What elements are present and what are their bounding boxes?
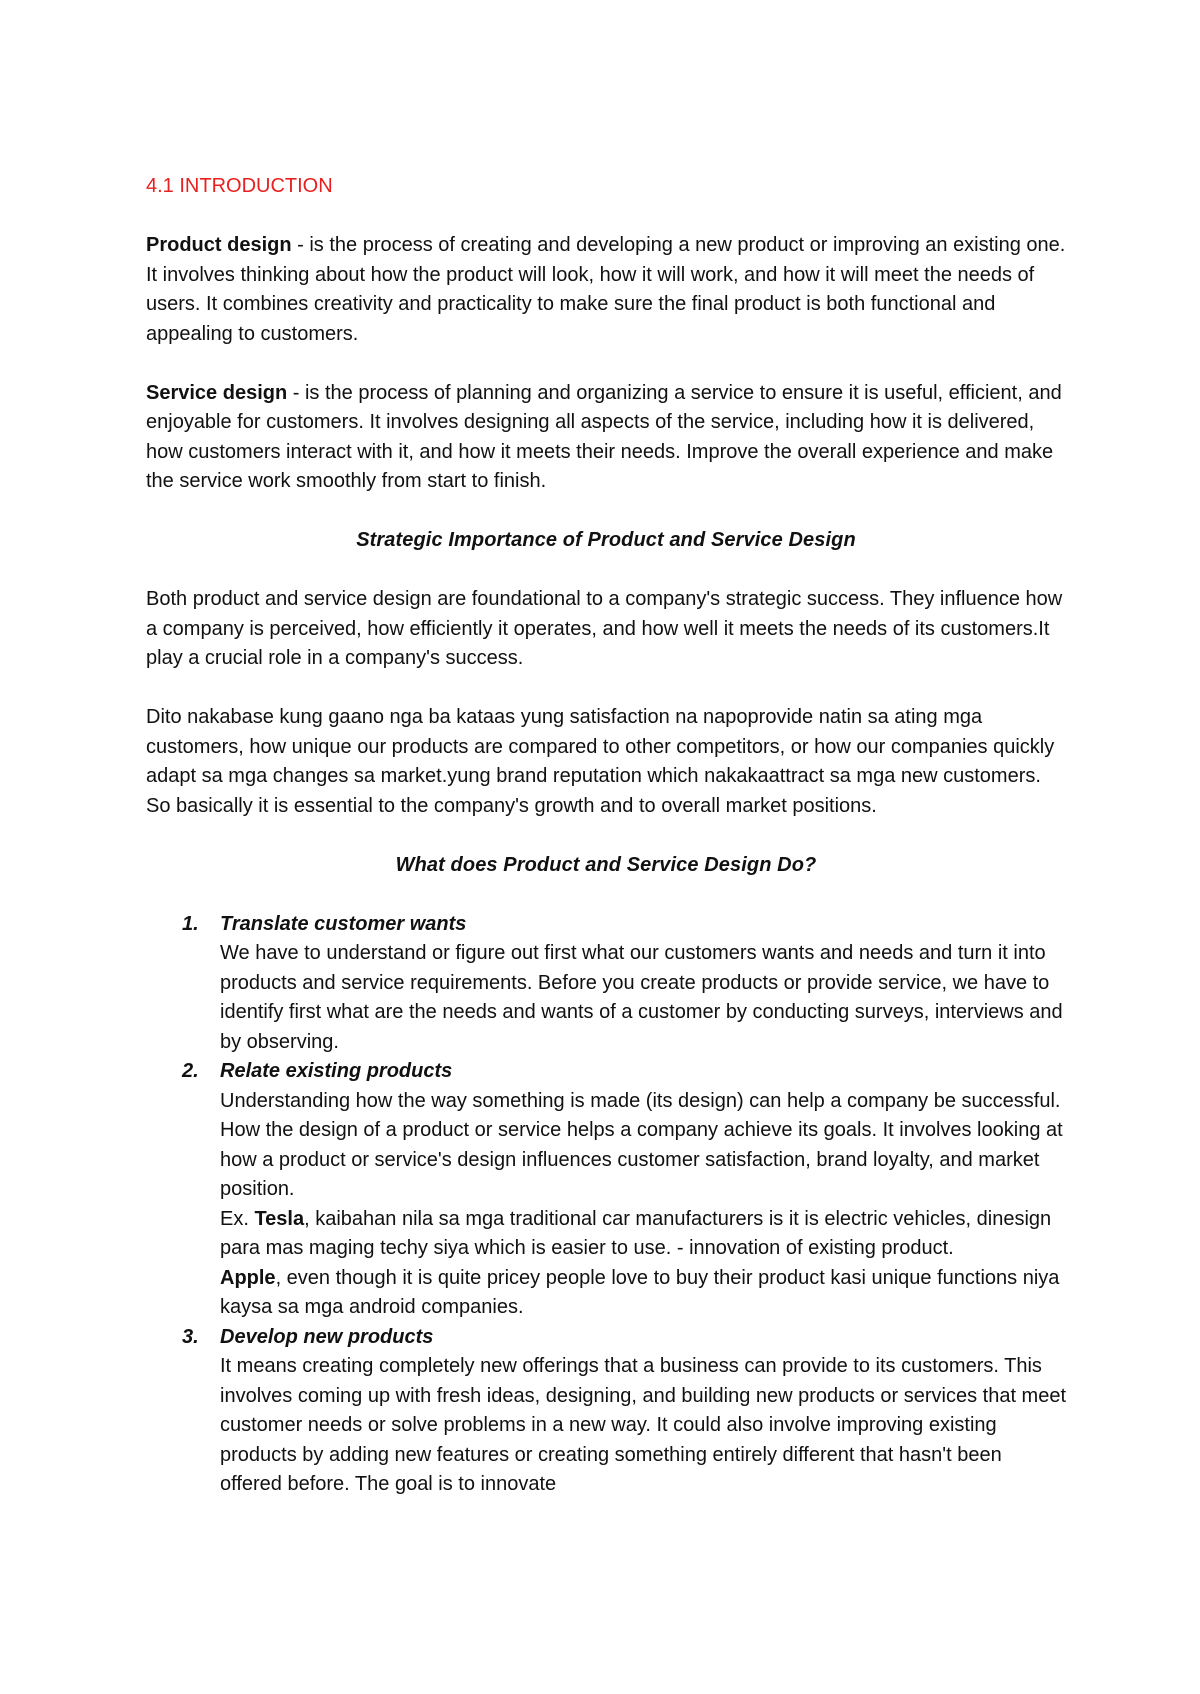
list-item-number: 1. xyxy=(182,912,199,935)
spacer xyxy=(146,821,1066,851)
list-item-title: Translate customer wants xyxy=(220,912,467,935)
product-design-paragraph xyxy=(146,231,1066,349)
example-tesla-term: Tesla xyxy=(254,1207,305,1230)
spacer xyxy=(146,556,1066,586)
what-does-list xyxy=(146,910,1066,1500)
what-does-title: What does Product and Service Design Do? xyxy=(395,853,817,876)
list-item-number: 3. xyxy=(182,1325,199,1348)
example-apple xyxy=(220,1264,1066,1323)
product-design-term: Product design xyxy=(146,234,292,256)
example-prefix: Ex. xyxy=(220,1207,255,1230)
strategic-paragraph-1: Both product and service design are foundational to a company's strategic success. They influence how a company is perceived, how efficiently it operates, and how well it meets the needs of its customers.It play a crucial role in a company's success. xyxy=(146,588,1063,669)
spacer xyxy=(146,880,1066,910)
list-item xyxy=(182,1323,1067,1500)
list-item xyxy=(182,1057,1066,1323)
strategic-paragraph-2: Dito nakabase kung gaano nga ba kataas yung satisfaction na napoprovide natin sa ating mga customers, how unique our products are compared to other competitors, or how our companies quickly adapt sa mga changes sa market.yung brand reputation which nakakaattract sa mga new customers. So basically it is essential to the company's growth and to overall market positions. xyxy=(146,706,1055,817)
strategic-importance-title: Strategic Importance of Product and Service Design xyxy=(356,529,856,551)
service-design-text: - is the process of planning and organizing a service to ensure it is useful, efficient, and enjoyable for customers. It involves designing all aspects of the service, including how it is delivered, how customers interact with it, and how it meets their needs. Improve the overall experience and make the service work smoothly from start to finish. xyxy=(146,381,1062,492)
spacer xyxy=(146,202,1066,232)
example-tesla-text: , kaibahan nila sa mga traditional car manufacturers is it is electric vehicles, dinesign para mas maging techy siya which is easier to use. - innovation of existing product. xyxy=(220,1207,1052,1259)
service-design-term: Service design xyxy=(146,381,288,404)
spacer xyxy=(146,349,1066,379)
list-item-text: Understanding how the way something is made (its design) can help a company be successful. How the design of a product or service helps a company achieve its goals. It involves looking at how a product or service's design influences customer satisfaction, brand loyalty, and market position. xyxy=(220,1089,1063,1200)
list-item-text: It means creating completely new offerings that a business can provide to its customers. This involves coming up with fresh ideas, designing, and building new products or services that meet customer needs or solve problems in a new way. It could also involve improving existing products by adding new features or creating something entirely different that hasn't been offered before. The goal is to innovate xyxy=(220,1355,1067,1495)
product-design-text: - is the process of creating and developing a new product or improving an existing one. It involves thinking about how the product will look, how it will work, and how it will meet the needs of users. It combines creativity and practicality to make sure the final product is both functional and appealing to customers. xyxy=(146,234,1066,345)
spacer xyxy=(146,674,1066,704)
section-heading: 4.1 INTRODUCTION xyxy=(146,175,333,197)
list-item-title: Develop new products xyxy=(220,1325,434,1348)
spacer xyxy=(146,497,1066,527)
service-design-paragraph xyxy=(146,379,1066,497)
example-apple-text: , even though it is quite pricey people love to buy their product kasi unique functions niya kaysa sa mga android companies. xyxy=(220,1266,1060,1318)
list-item xyxy=(182,910,1066,1058)
example-tesla xyxy=(220,1205,1066,1264)
list-item-number: 2. xyxy=(182,1060,199,1082)
document-page xyxy=(146,172,1066,1500)
list-item-text: We have to understand or figure out first what our customers wants and needs and turn it into products and service requirements. Before you create products or provide service, we have to identify first what are the needs and wants of a customer by conducting surveys, interviews and by observing. xyxy=(220,942,1063,1053)
list-item-title: Relate existing products xyxy=(220,1060,453,1082)
example-apple-term: Apple xyxy=(220,1266,276,1289)
